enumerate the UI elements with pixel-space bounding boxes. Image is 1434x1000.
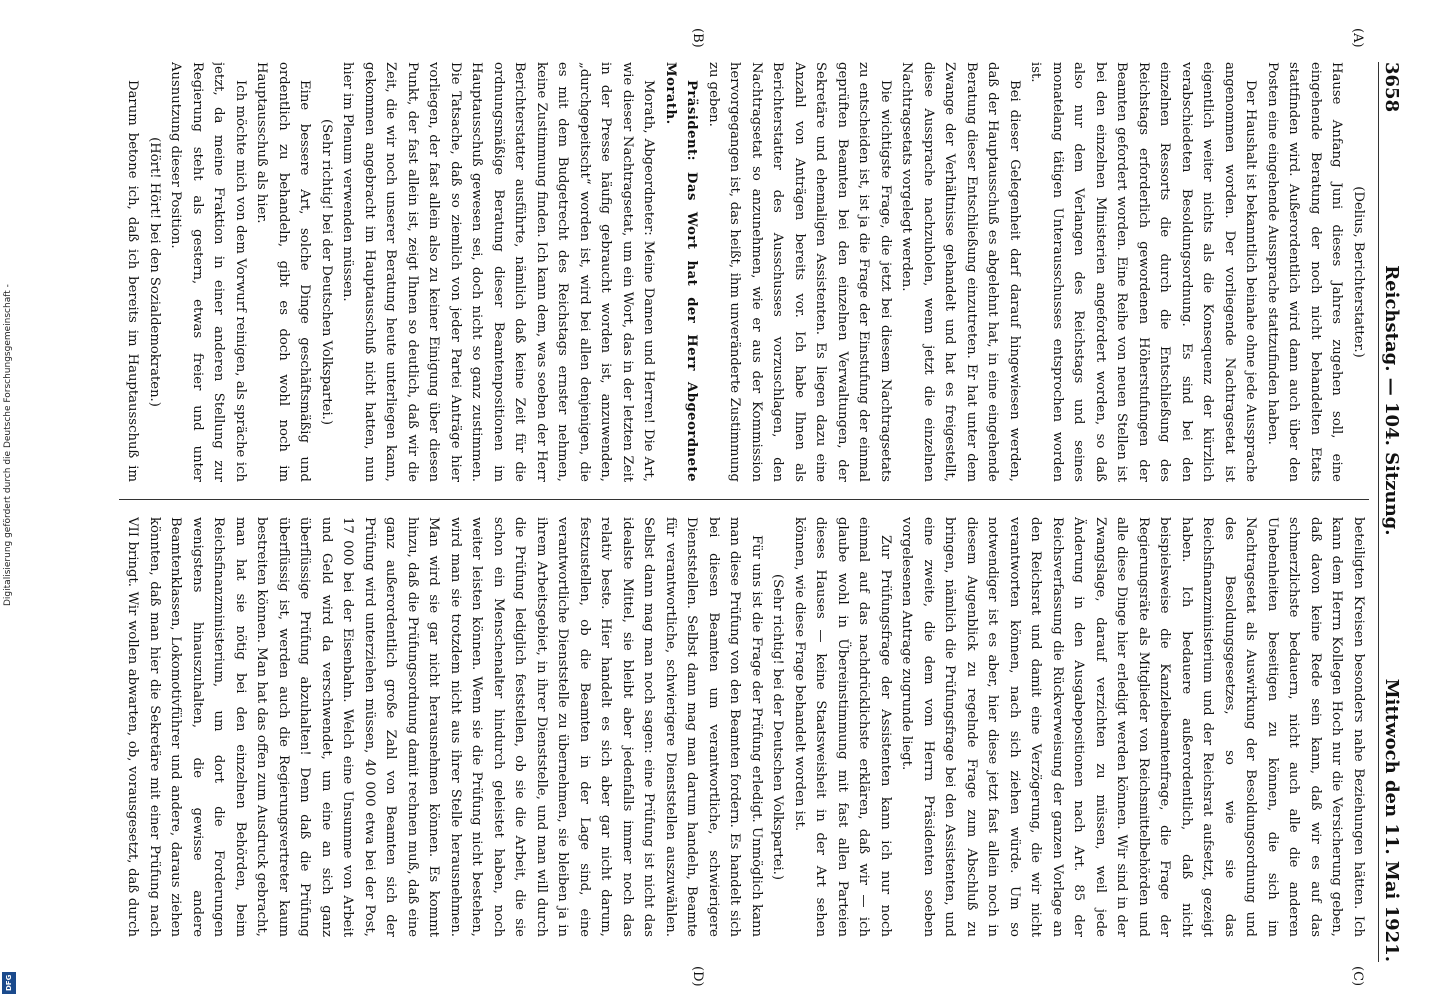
paragraph: Der Haushalt ist bekanntlich beinahe ohne jede Aussprache angenommen worden. Der vorliegende Nachtragsetat ist eigentlich weiter nichts als die Konsequenz der kürzlich verabschiedeten Besoldungsordnung. Es sind bei den einzelnen Ressorts die durch die Entschließung des Reichstags erforderlich gewordenen Höherstufungen der Beamten gefordert worden. Eine Reihe von neuen Stellen ist bei den einzelnen Ministerien angefordert worden, so daß also nur dem Verlangen des Reichstags und seines monatelang tätigen Unterausschusses entsprochen worden ist. (1028, 62, 1259, 482)
margin-mark-d: (D) (690, 966, 705, 987)
margin-mark-c: (C) (1350, 966, 1365, 987)
speaker-attribution: (Delius, Berichterstatter.) (1351, 186, 1366, 358)
paragraph: Eine bessere Art, solche Dinge geschäftsmäßig und ordentlich zu behandeln, gibt es doch wohl noch im Hauptausschuß als hier. (254, 62, 313, 482)
rotated-page-content (105, 28, 1405, 987)
margin-mark-b: (B) (690, 28, 705, 48)
right-text-column (119, 517, 1369, 937)
paragraph: Ich möchte mich von dem Vorwurf reinigen, als spräche ich jetzt, da meine Fraktion in einer anderen Stellung zur Regierung steht als gestern, etwas freier und unter Ausnutzung dieser Position. (168, 62, 248, 482)
column-divider (119, 499, 1369, 500)
paragraph: Für uns ist die Frage der Prüfung erledigt. Unmöglich kann man diese Prüfung von den Beamten fordern. Es handelt sich bei diesen Beamten um verantwortliche, schwierigere Dienststellen. Selbst dann mag man darum handeln, Beamte für verantwortliche, schwierigere Dienststellen auszuwählen. Selbst dann mag man noch sagen: eine Prüfung ist nicht das idealste Mittel, sie bleibt aber jedenfalls immer noch das relativ beste. Hier handelt es sich aber gar nicht darum, festzustellen, ob die Beamten in der Lage sind, eine verantwortliche Dienststelle zu übernehmen, sie bleiben ja in ihrem Arbeitsgebiet, in ihrer Dienststelle, und man will durch die Prüfung lediglich feststellen, ob sie die Arbeit, die sie schon ein Menschenalter hindurch geleistet haben, noch weiter leisten können. Wenn sie die Prüfung nicht bestehen, wird man sie trotzdem nicht aus ihrer Stelle herausnehmen. Man wird sie gar nicht herausnehmen können. Es kommt hinzu, daß die Prüfungsordnung damit rechnen muß, daß eine ganz außerordentlich große Zahl von Beamten sich der Prüfung wird unterziehen müssen, 40 000 etwa bei der Post, 17 000 bei der Eisenbahn. Welch eine Unsumme von Arbeit und Geld wird da verschwendet, um eine an sich ganz überflüssige Prüfung abzuhalten! Denn daß die Prüfung überflüssig ist, werden auch die Regierungsvertreter kaum bestreiten können. Man hat das offen zum Ausdruck gebracht, man hat sie nötig bei den einzelnen Behörden, beim Reichsfinanzministerium, um dort die Forderungen wenigstens hinauszuhalten, die gewisse andere Beamtenklassen, Lokomotivführer und andere, daraus ziehen könnten, daß man hier die Sekretäre mit einer Prüfung nach VII bringt. Wir wollen abwarten, ob, vorausgesetzt, daß durch (125, 517, 764, 937)
interjection: (Hört! Hört! bei den Sozialdemokraten.) (147, 137, 162, 407)
session-title: Reichstag. — 104. Sitzung. (1381, 265, 1403, 536)
paragraph: Zur Prüfungsfrage der Assistenten kann ich nur noch einmal auf das nachdrücklichste erklären, daß wir — ich glaube wohl in Übereinstimmung mit fast allen Parteien dieses Hauses — keine Staatsweisheit in der Art sehen können, wie diese Frage behandelt worden ist. (792, 517, 893, 937)
paragraph: Die wichtigste Frage, die jetzt bei diesem Nachtragsetats zu entscheiden ist, ist ja die Frage der Einstufung der einmal geprüften Beamten bei den einzelnen Verwaltungen, der Sekretäre und ehemaligen Assistenten. Es liegen dazu eine Anzahl von Anträgen bereits vor. Ich habe Ihnen als Berichterstatter des Ausschusses vorzuschlagen, den Nachtragsetat so anzunehmen, wie er aus der Kommission hervorgegangen ist, das heißt, ihm unveränderte Zustimmung zu geben. (706, 62, 893, 482)
paragraph: Darum betone ich, daß ich bereits im Hauptausschuß im (125, 80, 141, 482)
paragraph: beteiligten Kreisen besonders nahe Beziehungen hätten. Ich kann dem Herrn Kollegen Hoch nur die Versicherung geben, daß davon keine Rede sein kann, daß wir es auf das schmerzlichste bedauern, nicht auch alle die anderen Unebenheiten beseitigen zu können, die sich im Nachtragsetat als Auswirkung der Besoldungsordnung und des Besoldungsgesetzes, so wie sie das Reichsfinanzministerium und der Reichsrat aufsetzt, gezeigt haben. Ich bedauere außerordentlich, daß nicht beispielsweise die Kanzleibeamtenfrage, die Frage der Regierungsräte als Mitglieder von Reichsmittelbehörden und alle diese Dinge hier erledigt werden können. Wir sind in der Zwangslage, darauf verzichten zu müssen, weil jede Änderung in den Ausgabepositionen nach Art. 85 der Reichsverfassung die Rückverweisung der ganzen Vorlage an den Reichsrat und damit eine Verzögerung, die wir nicht verantworten können, nach sich ziehen würde. Um so notwendiger ist es aber, hier diese jetzt fast allein noch in diesem Augenblick zu regelnde Frage zum Abschluß zu bringen, nämlich die Prüfungsfrage bei den Assistenten, und eine zweite, die dem vom Herrn Präsidenten soeben vorgelesenen Antrage zugrunde liegt. (899, 517, 1366, 937)
president-statement: Präsident: Das Wort hat der Herr Abgeordnete Morath. (663, 62, 700, 482)
dfg-logo: DFG (2, 972, 16, 994)
session-date: Mittwoch den 11. Mai 1921. (1381, 678, 1403, 962)
margin-mark-a: (A) (1350, 28, 1365, 48)
paragraph: Bei dieser Gelegenheit darf darauf hingewiesen werden, daß der Hauptausschuß es abgelehnt hat, in eine eingehende Beratung dieser Entschließung einzutreten. Er hat unter dem Zwange der Verhältnisse gehandelt und hat es freigestellt, diese Aussprache nachzuholen, wenn jetzt die einzelnen Nachtragsetats vorgelegt werden. (899, 62, 1022, 482)
page-number: 3658 (1381, 62, 1403, 113)
left-text-column (119, 62, 1369, 482)
paragraph: Hause Anfang Juni dieses Jahres zugehen soll, eine eingehende Beratung der noch nicht behandelten Etats stattfinden wird. Außerordentlich wird dann auch über den Posten eine eingehende Aussprache stattzufinden haben. (1265, 62, 1345, 482)
page-header (1378, 62, 1405, 962)
interjection: (Sehr richtig! bei der Deutschen Volkspartei.) (319, 118, 334, 426)
speech-opening: Morath, Abgeordneter: Meine Damen und Herren! Die Art, wie dieser Nachtragsetat, um ein Wort, das in der letzten Zeit in der Presse häufig gebraucht worden ist, anzuwenden, „durchgepeitscht“ worden ist, wird bei allen denjenigen, die es mit dem Budgetrecht des Reichstags ernster nehmen, keine Zustimmung finden. Ich kann dem, was soeben der Herr Berichterstatter ausführte, nämlich daß keine Zeit für die ordnungsmäßige Beratung dieser Beamtenpositionen im Hauptausschuß gewesen sei, doch nicht so ganz zustimmen. Die Tatsache, daß so ziemlich von jeder Partei Anträge hier vorliegen, der fast allein also zu keiner Einigung über diesen Punkt, der fast allein ist, zeigt Ihnen so deutlich, daß wir die Zeit, die wir noch unserer Beratung heute unterliegen kann, gekommen angebracht im Hauptausschuß nicht hatten, nun hier im Plenum verwenden müssen. (340, 62, 657, 482)
digitization-credit: Digitalisierung gefördert durch die Deutsche Forschungsgemeinschaft - (3, 284, 13, 606)
interjection: (Sehr richtig! bei der Deutschen Volkspartei.) (770, 573, 786, 881)
